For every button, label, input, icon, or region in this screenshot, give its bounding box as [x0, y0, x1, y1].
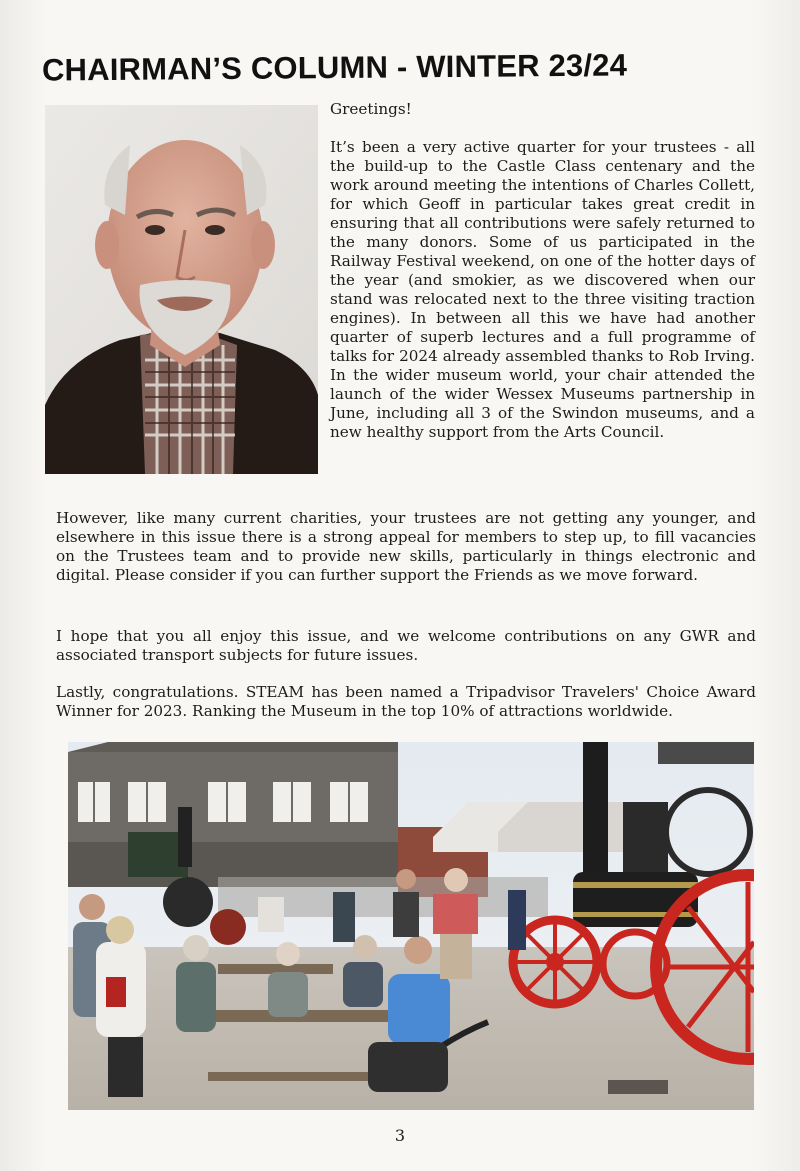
paragraph-quarter-summary: It’s been a very active quarter for your trustees - all the build-up to the Castle Class centenary and the work around meeting the intentions of Charles Collett, for which Geoff in particular takes great credit in ensuring that all contributions were safely returned to the many donors. Some of us participated in the Railway Festival weekend, on one of the hotter days of the year (and smokier, as we discovered when our stand was relocated next to the three visiting traction engines). In between all this we have had another quarter of superb lectures and a full programme of talks for 2024 already assembled thanks to Rob Irving. In the wider museum world, your chair attended the launch of the wider Wessex Museums partnership in June, including all 3 of the Swindon museums, and a new healthy support from the Arts Council.: [330, 138, 755, 441]
portrait-illustration: [45, 105, 318, 474]
paragraph-trustees-appeal: [56, 509, 756, 585]
paragraph-text: Lastly, congratulations. STEAM has been named a Tripadvisor Travelers' Choice Award Winner for 2023. Ranking the Museum in the top 10% of attractions worldwide.: [56, 683, 756, 720]
greeting-text: Greetings!: [330, 100, 412, 118]
paragraph-contributions: [56, 627, 756, 665]
paragraph-text: I hope that you all enjoy this issue, and we welcome contributions on any GWR and associated transport subjects for future issues.: [56, 627, 756, 664]
page-title: CHAIRMAN’S COLUMN - WINTER 23/24: [41, 47, 628, 88]
page-number: 3: [394, 1126, 406, 1145]
railway-festival-photo: [68, 742, 754, 1110]
intro-column: [330, 100, 755, 461]
chairman-portrait-photo: [45, 105, 318, 474]
paragraph-text: However, like many current charities, your trustees are not getting any younger, and elsewhere in this issue there is a strong appeal for members to step up, to fill vacancies on the Trustees team and to provide new skills, particularly in things electronic and digital. Please consider if you can further support the Friends as we move forward.: [56, 509, 756, 584]
paragraph-award: [56, 683, 756, 721]
festival-scene-illustration: [68, 742, 754, 1110]
